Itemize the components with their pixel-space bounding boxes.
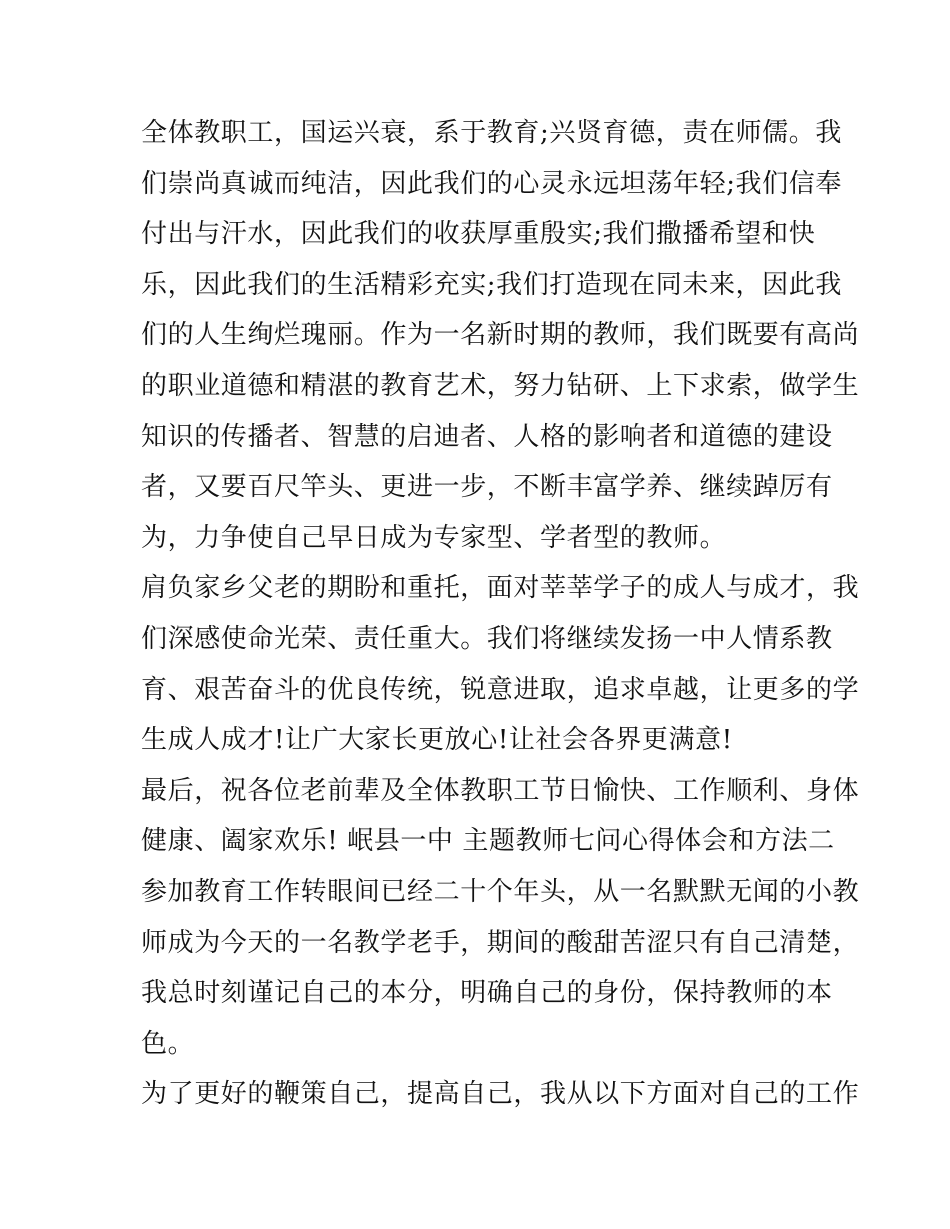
text-line: 为，力争使自己早日成为专家型、学者型的教师。 [141,522,727,553]
text-line: 为了更好的鞭策自己，提高自己，我从以下方面对自己的工作 [141,1079,860,1110]
text-line: 们的人生绚烂瑰丽。作为一名新时期的教师，我们既要有高尚 [141,320,860,351]
text-line: 参加教育工作转眼间已经二十个年头，从一名默默无闻的小教 [141,876,860,907]
text-line: 全体教职工，国运兴衰，系于教育;兴贤育德，责在师儒。我 [141,118,842,148]
text-line: 肩负家乡父老的期盼和重托，面对莘莘学子的成人与成才，我 [141,573,860,604]
text-line: 健康、阖家欢乐! 岷县一中 主题教师七问心得体会和方法二 [141,826,835,857]
text-line: 知识的传播者、智慧的启迪者、人格的影响者和道德的建设 [141,421,833,452]
text-line: 们崇尚真诚而纯洁，因此我们的心灵永远坦荡年轻;我们信奉 [141,168,842,199]
text-line: 者，又要百尺竿头、更进一步，不断丰富学养、继续踔厉有 [141,472,833,503]
text-line: 付出与汗水，因此我们的收获厚重殷实;我们撒播希望和快 [141,219,816,250]
text-line: 师成为今天的一名教学老手，期间的酸甜苦涩只有自己清楚， [141,927,860,958]
text-line: 我总时刻谨记自己的本分，明确自己的身份，保持教师的本 [141,978,833,1009]
text-line: 乐，因此我们的生活精彩充实;我们打造现在同未来，因此我 [141,269,842,300]
text-line: 的职业道德和精湛的教育艺术，努力钻研、上下求索，做学生 [141,370,860,401]
text-line: 们深感使命光荣、责任重大。我们将继续发扬一中人情系教 [141,623,833,654]
text-line: 最后，祝各位老前辈及全体教职工节日愉快、工作顺利、身体 [141,775,860,806]
text-line: 生成人成才!让广大家长更放心!让社会各界更满意! [141,725,733,756]
document-body [141,108,860,1120]
text-line: 育、艰苦奋斗的优良传统，锐意进取，追求卓越，让更多的学 [141,674,860,705]
text-line: 色。 [141,1028,195,1059]
